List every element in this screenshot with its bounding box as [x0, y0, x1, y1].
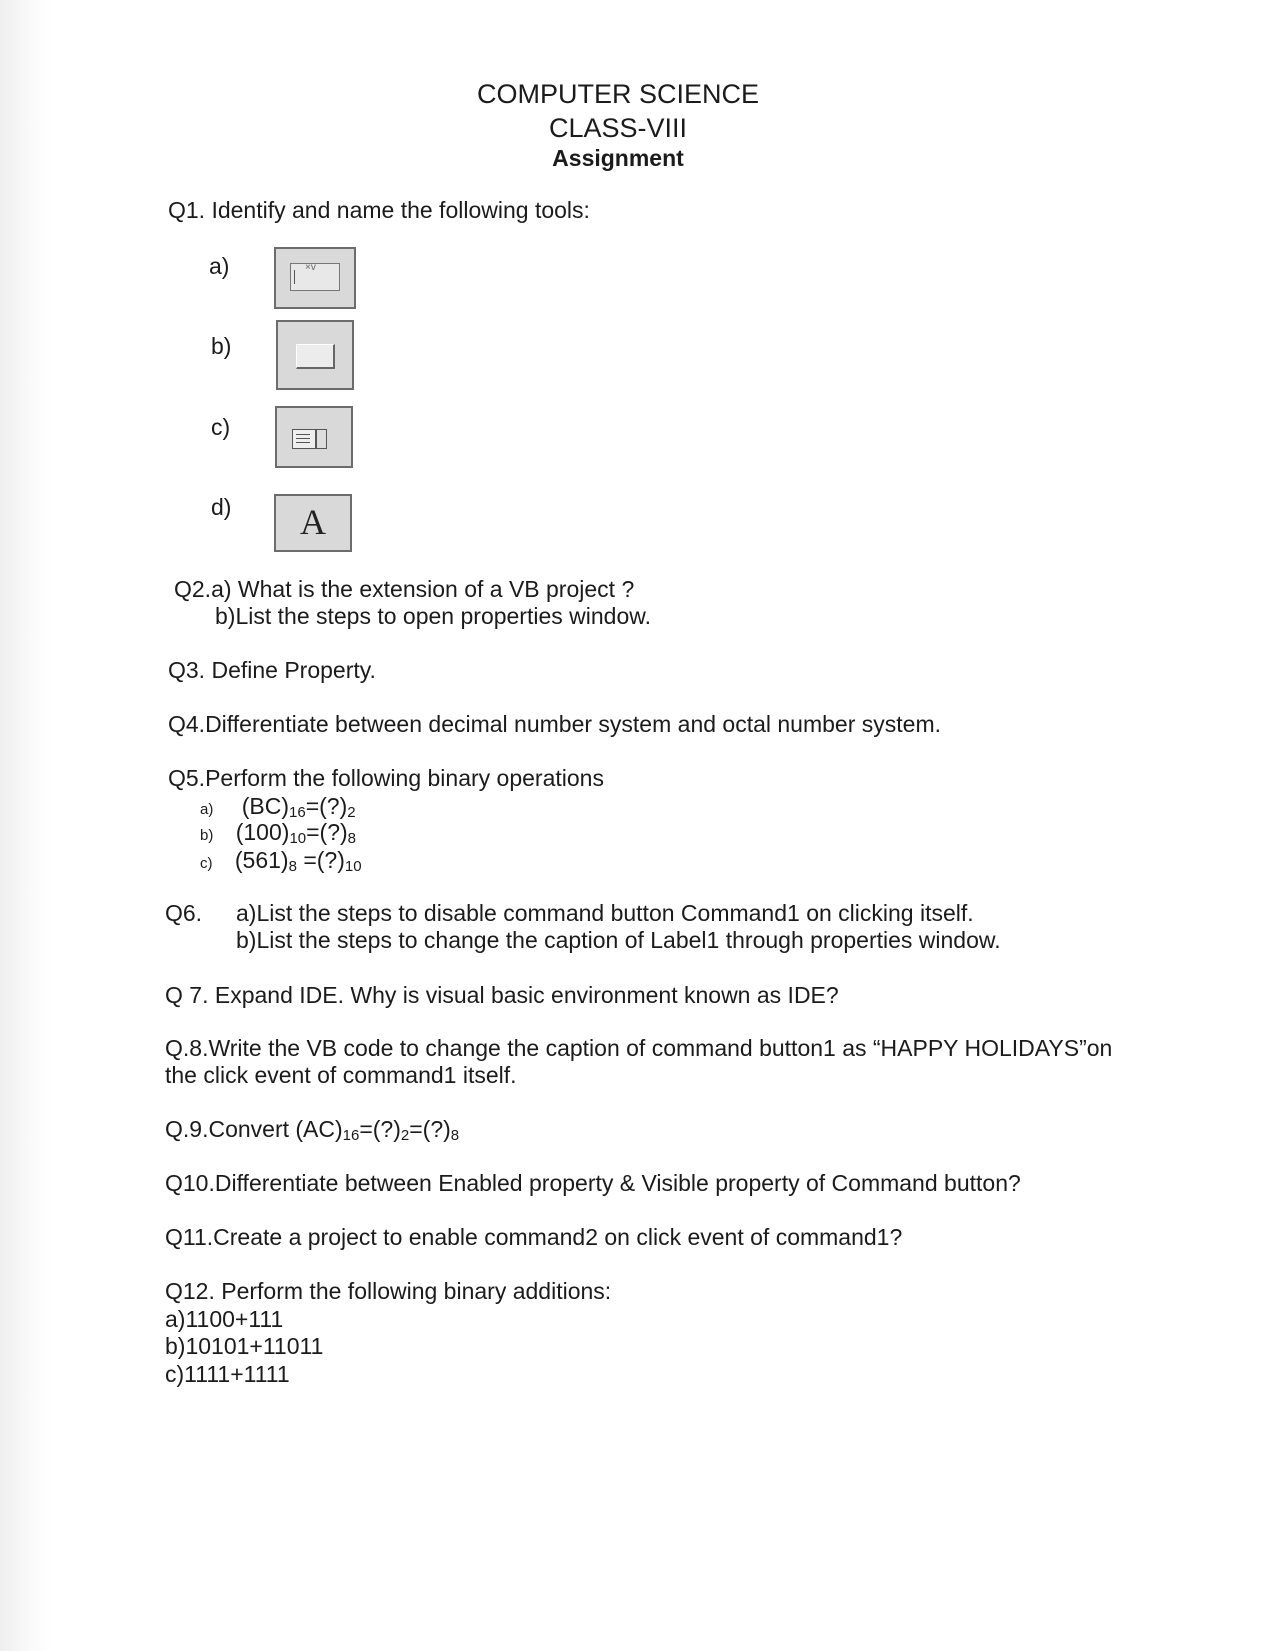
q9-mid-2: =(?)	[409, 1116, 451, 1142]
q5-item-b-base: (100)	[235, 819, 290, 845]
q1-label-d: d)	[211, 494, 232, 520]
assignment-title: Assignment	[552, 145, 684, 171]
q8-line1: Q.8.Write the VB code to change the caption of command button1 as “HAPPY HOLIDAYS”on	[165, 1035, 1113, 1061]
q5-item-a-label: a)	[200, 801, 214, 818]
q9-sub-2: 2	[400, 1127, 410, 1144]
textbox-cursor-mark	[294, 270, 295, 284]
q5-item-b-from: 10	[289, 830, 307, 847]
q10-text: Q10.Differentiate between Enabled property & Visible property of Command button?	[165, 1170, 1021, 1196]
q1-label-a: a)	[209, 253, 230, 279]
q5-item-b-to: 8	[347, 830, 357, 847]
q5-item-a-from: 16	[289, 804, 306, 821]
q9-prefix: Q.9.Convert (AC)	[165, 1116, 343, 1142]
q8-line2: the click event of command1 itself.	[165, 1062, 517, 1088]
q4-text: Q4.Differentiate between decimal number system and octal number system.	[168, 711, 941, 737]
q6b-text: b)List the steps to change the caption of Label1 through properties window.	[236, 927, 1001, 953]
subject-heading: COMPUTER SCIENCE	[476, 79, 760, 109]
textbox-tool-icon	[274, 247, 356, 309]
q9-sub-16: 16	[342, 1127, 360, 1144]
q5-item-c-mid: =(?)	[296, 847, 345, 873]
listbox-line-1	[296, 434, 310, 435]
q5-item-c-from: 8	[288, 858, 297, 875]
q5-item-c	[200, 846, 362, 878]
q5-item-b-label: b)	[200, 827, 214, 844]
listbox-line-3	[296, 442, 310, 443]
scan-shadow-edge	[0, 0, 52, 1651]
q5-item-a-mid: =(?)	[305, 793, 348, 819]
button-shape	[296, 344, 335, 369]
q12-item-c: c)1111+1111	[165, 1361, 290, 1387]
q12-item-b: b)10101+11011	[165, 1333, 324, 1359]
q5-item-c-label: c)	[200, 855, 213, 872]
q2a-text: Q2.a) What is the extension of a VB project ?	[174, 576, 635, 602]
q9-sub-8: 8	[450, 1127, 460, 1144]
q5-item-a-base: (BC)	[241, 793, 290, 819]
q6-number: Q6.	[165, 900, 203, 926]
q5-item-b-mid: =(?)	[306, 819, 348, 845]
q2b-text: b)List the steps to open properties window.	[215, 603, 651, 629]
class-heading: CLASS-VIII	[548, 113, 688, 143]
command-button-tool-icon	[276, 320, 354, 390]
q7-text: Q 7. Expand IDE. Why is visual basic environment known as IDE?	[165, 982, 839, 1008]
q1-label-c: c)	[211, 414, 231, 440]
q5-item-c-to: 10	[344, 858, 362, 875]
q1-text: Q1. Identify and name the following tools:	[168, 197, 590, 223]
q5-item-c-base: (561)	[234, 847, 289, 873]
q12-item-a: a)1100+111	[165, 1306, 284, 1332]
listbox-line-2	[296, 438, 310, 439]
q1-label-b: b)	[211, 333, 232, 359]
label-tool-icon	[274, 494, 352, 552]
q12-text: Q12. Perform the following binary additions:	[165, 1278, 612, 1304]
q9-text	[165, 1115, 459, 1143]
label-glyph: A	[300, 502, 326, 542]
q3-text: Q3. Define Property.	[168, 657, 376, 683]
q5-item-a-to: 2	[347, 804, 356, 821]
q9-mid-1: =(?)	[359, 1116, 401, 1142]
listbox-tool-icon	[275, 406, 353, 468]
listbox-scrollbar-shape	[316, 429, 327, 449]
q5-text: Q5.Perform the following binary operations	[168, 765, 604, 791]
textbox-field-shape	[290, 263, 340, 291]
q11-text: Q11.Create a project to enable command2 on click event of command1?	[165, 1224, 903, 1250]
q6a-text: a)List the steps to disable command button Command1 on clicking itself.	[236, 900, 974, 926]
listbox-list-shape	[292, 429, 316, 449]
textbox-ab-mark: ×v	[305, 262, 316, 273]
